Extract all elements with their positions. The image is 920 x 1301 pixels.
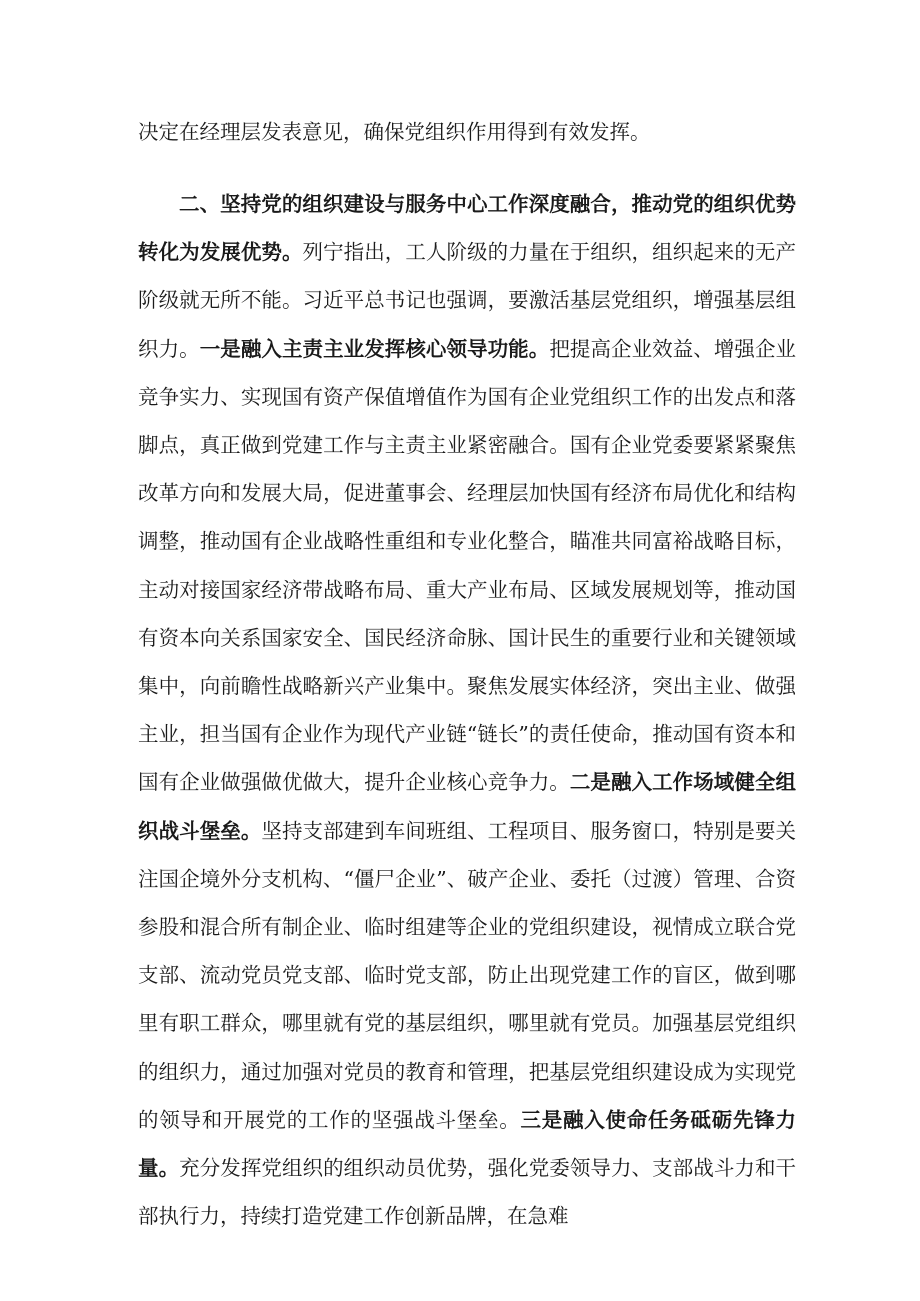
point-two-heading: 二是融入工作场域健全组织战斗堡垒。 xyxy=(138,770,797,843)
text-segment: 充分发挥党组织的组织动员优势，强化党委领导力、支部战斗力和干部执行力，持续打造党建工作创新品牌，在急难 xyxy=(138,1156,797,1229)
text-segment: 决定在经理层发表意见，确保党组织作用得到有效发挥。 xyxy=(138,120,651,144)
paragraph-continuation xyxy=(138,108,796,156)
text-segment: 把提高企业效益、增强企业竞争实力、实现国有资产保值增值作为国有企业党组织工作的出发点和落脚点，真正做到党建工作与主责主业紧密融合。国有企业党委要紧紧聚焦改革方向和发展大局，促进董事会、经理层加快国有经济布局优化和结构调整，推动国有企业战略性重组和专业化整合，瞄准共同富裕战略目标，主动对接国家经济带战略布局、重大产业布局、区域发展规划等，推动国有资本向关系国家安全、国民经济命脉、国计民生的重要行业和关键领域集中，向前瞻性战略新兴产业集中。聚焦发展实体经济，突出主业、做强主业，担当国有企业作为现代产业链“链长”的责任使命，推动国有资本和国有企业做强做优做大，提升企业核心竞争力。 xyxy=(138,336,797,795)
point-three-heading: 三是融入使命任务砥砺先锋力量。 xyxy=(138,1107,796,1181)
point-one-heading: 一是融入主责主业发挥核心领导功能。 xyxy=(199,336,550,361)
text-segment: 列宁指出，工人阶级的力量在于组织，组织起来的无产阶级就无所不能。习近平总书记也强调，要激活基层党组织，增强基层组织力。 xyxy=(138,240,796,361)
paragraph-section-two xyxy=(138,180,796,1240)
text-segment: 坚持支部建到车间班组、工程项目、服务窗口，特别是要关注国企境外分支机构、“僵尸企业”、破产企业、委托（过渡）管理、合资参股和混合所有制企业、临时组建等企业的党组织建设，视情成立联合党支部、流动党员党支部、临时党支部，防止出现党建工作的盲区，做到哪里有职工群众，哪里就有党的基层组织，哪里就有党员。加强基层党组织的组织力，通过加强对党员的教育和管理，把基层党组织建设成为实现党的领导和开展党的工作的坚强战斗堡垒。 xyxy=(138,818,797,1132)
section-heading: 二、坚持党的组织建设与服务中心工作深度融合，推动党的组织优势转化为发展优势。 xyxy=(138,192,796,265)
